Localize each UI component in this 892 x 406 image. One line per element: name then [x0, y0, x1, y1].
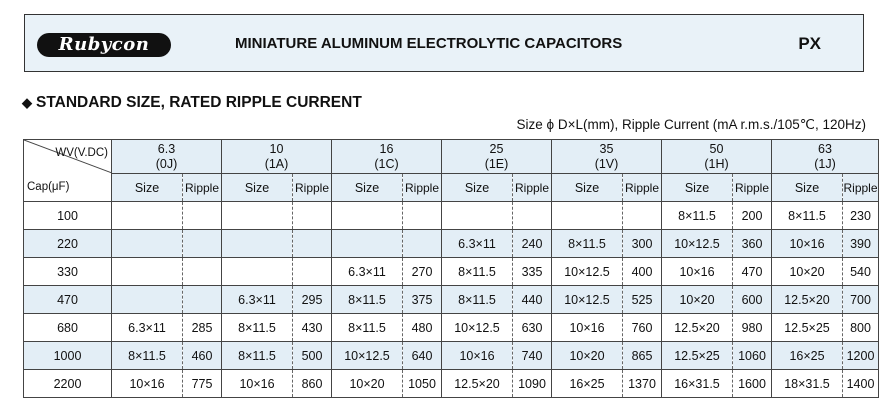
ripple-cell: 1090 [513, 370, 552, 398]
table-row [24, 286, 879, 314]
size-cell: 10×20 [772, 258, 843, 286]
size-cell: 8×11.5 [332, 286, 403, 314]
voltage-value: 6.3 [157, 141, 176, 156]
units-note: Size ϕ D×L(mm), Ripple Current (mA r.m.s./105℃, 120Hz) [516, 117, 866, 132]
ripple-cell: 1050 [403, 370, 442, 398]
ripple-cell: 525 [623, 286, 662, 314]
ripple-cell: 865 [623, 342, 662, 370]
ripple-cell: 230 [843, 202, 879, 230]
ripple-cell: 300 [623, 230, 662, 258]
size-column-header: Size [772, 174, 843, 202]
ripple-cell [293, 258, 332, 286]
size-cell: 8×11.5 [442, 258, 513, 286]
voltage-header [552, 140, 662, 174]
voltage-code: (0J) [155, 156, 178, 171]
diamond-bullet-icon: ◆ [22, 95, 32, 110]
table-row [24, 314, 879, 342]
size-cell: 12.5×25 [772, 314, 843, 342]
size-column-header: Size [222, 174, 293, 202]
ripple-cell: 200 [733, 202, 772, 230]
ripple-cell: 295 [293, 286, 332, 314]
voltage-header [662, 140, 772, 174]
size-cell: 10×16 [112, 370, 183, 398]
ripple-cell [403, 230, 442, 258]
series-code: PX [798, 34, 821, 53]
size-cell: 10×16 [222, 370, 293, 398]
voltage-value: 35 [599, 141, 614, 156]
ripple-column-header: Ripple [843, 174, 879, 202]
voltage-code: (1C) [374, 156, 399, 171]
ripple-cell [183, 230, 222, 258]
ripple-cell: 360 [733, 230, 772, 258]
size-cell: 8×11.5 [552, 230, 623, 258]
ripple-cell: 430 [293, 314, 332, 342]
voltage-axis-label: WV(V.DC) [55, 147, 108, 159]
ripple-current-table [23, 139, 879, 398]
ripple-column-header: Ripple [293, 174, 332, 202]
rubycon-logo: Rubycon [37, 33, 171, 57]
size-cell: 16×25 [772, 342, 843, 370]
voltage-value: 63 [818, 141, 832, 156]
document-header [24, 14, 864, 72]
ripple-cell [183, 286, 222, 314]
ripple-cell: 860 [293, 370, 332, 398]
ripple-cell: 1370 [623, 370, 662, 398]
size-cell: 18×31.5 [772, 370, 843, 398]
ripple-cell: 1060 [733, 342, 772, 370]
ripple-cell: 640 [403, 342, 442, 370]
section-heading [22, 94, 362, 112]
size-cell: 8×11.5 [332, 314, 403, 342]
capacitance-cell: 100 [24, 202, 112, 230]
ripple-column-header: Ripple [183, 174, 222, 202]
ripple-cell: 980 [733, 314, 772, 342]
ripple-column-header: Ripple [623, 174, 662, 202]
voltage-code: (1E) [484, 156, 509, 171]
ripple-cell: 400 [623, 258, 662, 286]
size-cell: 12.5×25 [662, 342, 733, 370]
size-column-header: Size [332, 174, 403, 202]
ripple-cell: 440 [513, 286, 552, 314]
ripple-cell: 540 [843, 258, 879, 286]
voltage-value: 25 [489, 141, 504, 156]
table-row [24, 370, 879, 398]
ripple-cell [403, 202, 442, 230]
size-cell: 8×11.5 [772, 202, 843, 230]
table-row [24, 202, 879, 230]
size-cell [332, 202, 403, 230]
voltage-value: 16 [379, 141, 394, 156]
voltage-code: (1J) [814, 156, 836, 171]
size-cell: 6.3×11 [112, 314, 183, 342]
size-cell: 8×11.5 [662, 202, 733, 230]
size-cell: 10×20 [662, 286, 733, 314]
ripple-column-header: Ripple [513, 174, 552, 202]
ripple-cell: 500 [293, 342, 332, 370]
ripple-cell [293, 230, 332, 258]
ripple-cell: 270 [403, 258, 442, 286]
ripple-cell: 775 [183, 370, 222, 398]
voltage-header [442, 140, 552, 174]
voltage-header [112, 140, 222, 174]
size-cell [112, 202, 183, 230]
size-cell [222, 230, 293, 258]
ripple-cell: 390 [843, 230, 879, 258]
voltage-code: (1H) [704, 156, 729, 171]
capacitance-cell: 220 [24, 230, 112, 258]
ripple-cell: 630 [513, 314, 552, 342]
ripple-cell [623, 202, 662, 230]
ripple-cell [183, 258, 222, 286]
size-cell: 8×11.5 [112, 342, 183, 370]
ripple-cell: 375 [403, 286, 442, 314]
size-cell [552, 202, 623, 230]
ripple-cell: 700 [843, 286, 879, 314]
size-column-header: Size [552, 174, 623, 202]
capacitance-cell: 680 [24, 314, 112, 342]
ripple-cell: 1200 [843, 342, 879, 370]
size-column-header: Size [662, 174, 733, 202]
capacitance-axis-label: Cap(μF) [27, 181, 70, 193]
capacitance-cell: 470 [24, 286, 112, 314]
size-cell: 6.3×11 [442, 230, 513, 258]
voltage-value: 50 [709, 141, 724, 156]
size-cell: 16×31.5 [662, 370, 733, 398]
size-cell: 12.5×20 [662, 314, 733, 342]
table-row [24, 230, 879, 258]
ripple-cell [293, 202, 332, 230]
voltage-header [772, 140, 879, 174]
size-cell: 10×16 [772, 230, 843, 258]
size-cell: 16×25 [552, 370, 623, 398]
capacitance-cell: 2200 [24, 370, 112, 398]
ripple-cell: 800 [843, 314, 879, 342]
ripple-cell: 460 [183, 342, 222, 370]
size-cell: 8×11.5 [222, 314, 293, 342]
table-row [24, 342, 879, 370]
size-cell: 10×12.5 [332, 342, 403, 370]
ripple-cell [513, 202, 552, 230]
document-title: MINIATURE ALUMINUM ELECTROLYTIC CAPACITORS [235, 35, 623, 52]
size-cell: 12.5×20 [772, 286, 843, 314]
section-title: STANDARD SIZE, RATED RIPPLE CURRENT [36, 94, 362, 111]
size-cell: 10×12.5 [552, 258, 623, 286]
voltage-value: 10 [269, 141, 284, 156]
size-cell [222, 202, 293, 230]
size-cell: 10×12.5 [662, 230, 733, 258]
ripple-cell: 335 [513, 258, 552, 286]
capacitance-cell: 330 [24, 258, 112, 286]
size-cell: 12.5×20 [442, 370, 513, 398]
size-cell: 10×12.5 [552, 286, 623, 314]
size-cell: 10×16 [662, 258, 733, 286]
ripple-cell: 760 [623, 314, 662, 342]
size-column-header: Size [442, 174, 513, 202]
ripple-cell: 1400 [843, 370, 879, 398]
capacitance-cell: 1000 [24, 342, 112, 370]
ripple-cell [183, 202, 222, 230]
size-cell: 8×11.5 [222, 342, 293, 370]
ripple-cell: 285 [183, 314, 222, 342]
size-cell: 10×16 [442, 342, 513, 370]
size-cell: 10×20 [552, 342, 623, 370]
size-cell: 6.3×11 [222, 286, 293, 314]
ripple-cell: 480 [403, 314, 442, 342]
size-column-header: Size [112, 174, 183, 202]
size-cell: 8×11.5 [442, 286, 513, 314]
size-cell [222, 258, 293, 286]
ripple-cell: 470 [733, 258, 772, 286]
voltage-header [332, 140, 442, 174]
ripple-cell: 600 [733, 286, 772, 314]
ripple-column-header: Ripple [733, 174, 772, 202]
voltage-header [222, 140, 332, 174]
size-cell [112, 286, 183, 314]
table-corner-header [24, 140, 112, 202]
size-cell: 6.3×11 [332, 258, 403, 286]
size-cell [332, 230, 403, 258]
size-cell: 10×20 [332, 370, 403, 398]
size-cell: 10×16 [552, 314, 623, 342]
size-cell [112, 230, 183, 258]
voltage-code: (1V) [594, 156, 619, 171]
voltage-code: (1A) [264, 156, 289, 171]
size-cell: 10×12.5 [442, 314, 513, 342]
ripple-cell: 240 [513, 230, 552, 258]
table-row [24, 258, 879, 286]
size-cell [442, 202, 513, 230]
size-cell [112, 258, 183, 286]
ripple-column-header: Ripple [403, 174, 442, 202]
ripple-cell: 740 [513, 342, 552, 370]
ripple-cell: 1600 [733, 370, 772, 398]
